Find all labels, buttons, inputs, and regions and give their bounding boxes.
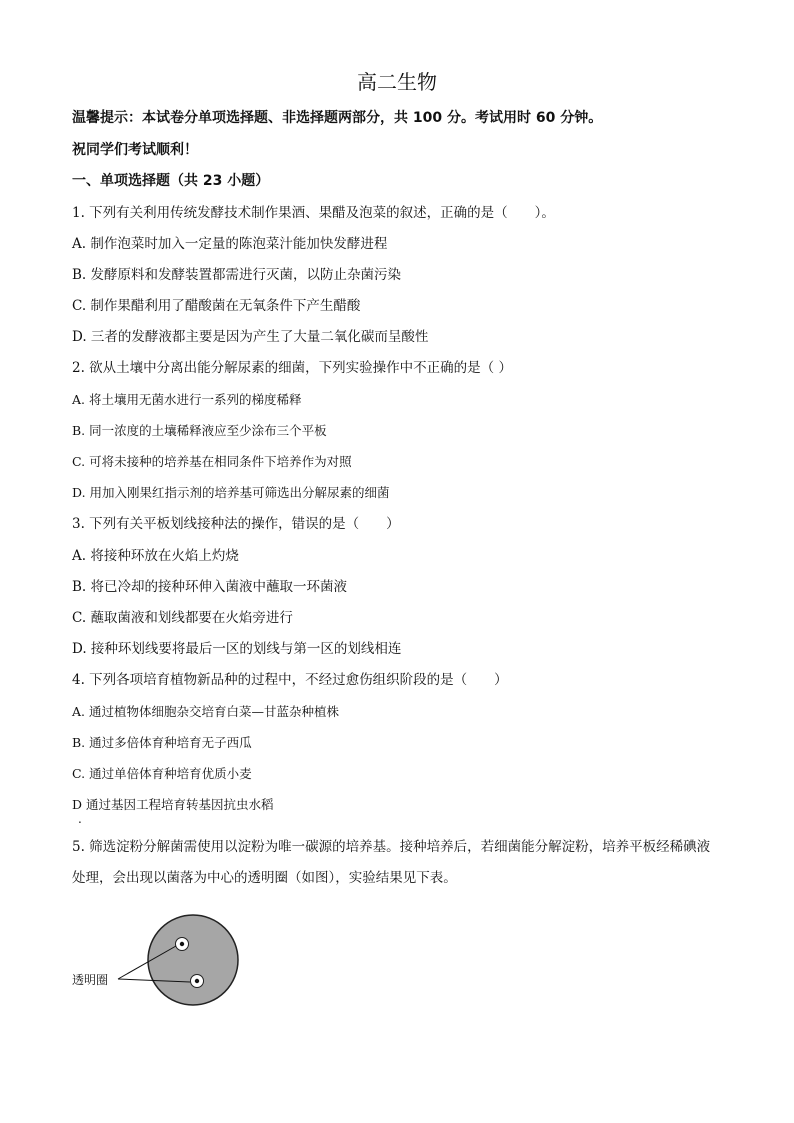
colony-2 <box>195 979 199 983</box>
section-heading: 一、单项选择题（共 23 小题） <box>72 173 270 189</box>
figure-label: 透明圈 <box>72 973 109 987</box>
colony-1 <box>180 942 184 946</box>
q2-option-a: A. 将土壤用无菌水进行一系列的梯度稀释 <box>72 392 302 407</box>
q2-option-d: D. 用加入刚果红指示剂的培养基可筛选出分解尿素的细菌 <box>72 485 390 500</box>
q3-option-d: D. 接种环划线要将最后一区的划线与第一区的划线相连 <box>72 641 402 657</box>
q3-stem: 3. 下列有关平板划线接种法的操作，错误的是（ ） <box>72 516 400 532</box>
q4-option-d-dot: . <box>78 812 82 826</box>
q4-option-d: D 通过基因工程培育转基因抗虫水稻 <box>72 797 274 812</box>
q1-option-b: B. 发酵原料和发酵装置都需进行灭菌，以防止杂菌污染 <box>72 267 402 283</box>
q4-option-c: C. 通过单倍体育种培育优质小麦 <box>72 766 252 781</box>
petri-dish-diagram <box>68 910 248 1010</box>
culture-plate <box>148 915 238 1005</box>
q1-option-c: C. 制作果醋利用了醋酸菌在无氧条件下产生醋酸 <box>72 298 361 314</box>
q2-stem: 2. 欲从土壤中分离出能分解尿素的细菌，下列实验操作中不正确的是（ ） <box>72 360 512 376</box>
q2-option-c: C. 可将未接种的培养基在相同条件下培养作为对照 <box>72 454 352 469</box>
notice-line-2: 祝同学们考试顺利！ <box>72 142 198 158</box>
q4-option-a: A. 通过植物体细胞杂交培育白菜—甘蓝杂种植株 <box>72 704 339 719</box>
q1-stem: 1. 下列有关利用传统发酵技术制作果酒、果醋及泡菜的叙述，正确的是（ ）。 <box>72 205 555 221</box>
q3-option-c: C. 蘸取菌液和划线都要在火焰旁进行 <box>72 610 293 626</box>
q4-stem: 4. 下列各项培育植物新品种的过程中，不经过愈伤组织阶段的是（ ） <box>72 672 508 688</box>
notice-line-1: 温馨提示：本试卷分单项选择题、非选择题两部分，共 100 分。考试用时 60 分钟。 <box>72 110 603 126</box>
q3-option-b: B. 将已冷却的接种环伸入菌液中蘸取一环菌液 <box>72 579 348 595</box>
q5-stem: 5. 筛选淀粉分解菌需使用以淀粉为唯一碳源的培养基。接种培养后，若细菌能分解淀粉，培养平板经稀碘液处理，会出现以菌落为中心的透明圈（如图），实验结果见下表。 <box>72 839 711 886</box>
q3-option-a: A. 将接种环放在火焰上灼烧 <box>72 548 239 564</box>
q4-option-b: B. 通过多倍体育种培育无子西瓜 <box>72 735 252 750</box>
petri-dish-figure <box>68 910 248 1010</box>
q2-option-b: B. 同一浓度的土壤稀释液应至少涂布三个平板 <box>72 423 327 438</box>
q1-option-a: A. 制作泡菜时加入一定量的陈泡菜汁能加快发酵进程 <box>72 236 388 252</box>
page-title: 高二生物 <box>357 70 437 94</box>
q1-option-d: D. 三者的发酵液都主要是因为产生了大量二氧化碳而呈酸性 <box>72 329 429 345</box>
